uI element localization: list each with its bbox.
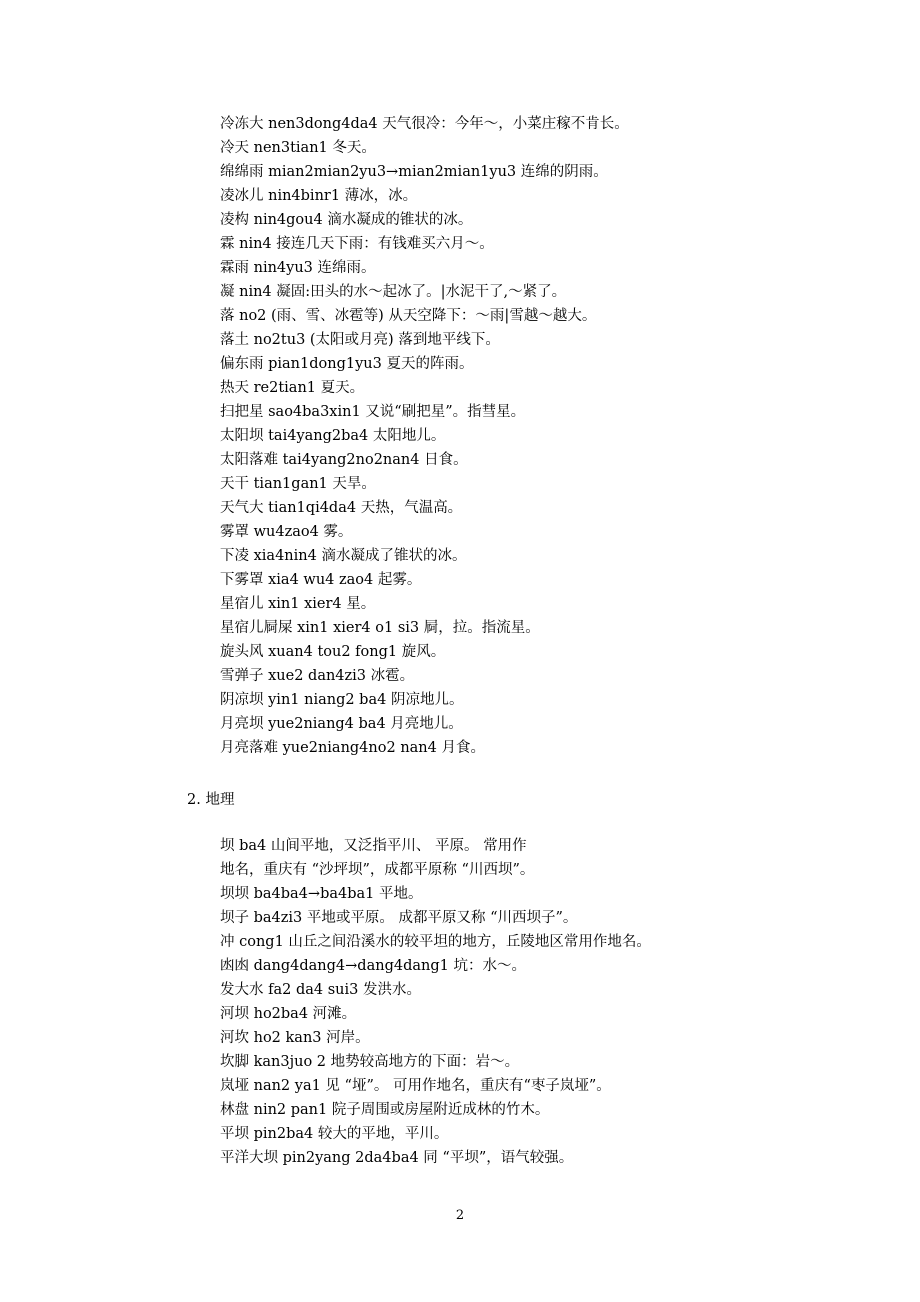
vocabulary-entry: 林盘 nin2 pan1 院子周围或房屋附近成林的竹木。	[220, 1102, 550, 1118]
vocabulary-entry: 旋头风 xuan4 tou2 fong1 旋风。	[220, 644, 446, 660]
vocabulary-entry: 偏东雨 pian1dong1yu3 夏天的阵雨。	[220, 356, 474, 372]
vocabulary-entry: 坝子 ba4zi3 平地或平原。 成都平原又称 “川西坝子”。	[220, 910, 578, 926]
vocabulary-entry: 太阳落难 tai4yang2no2nan4 日食。	[220, 452, 468, 468]
vocabulary-entry: 冷天 nen3tian1 冬天。	[220, 140, 376, 156]
vocabulary-entry: 地名，重庆有 “沙坪坝”，成都平原称 “川西坝”。	[220, 862, 535, 878]
vocabulary-entry: 绵绵雨 mian2mian2yu3→mian2mian1yu3 连绵的阴雨。	[220, 164, 608, 180]
vocabulary-entry: 凌冰儿 nin4binr1 薄冰，冰。	[220, 188, 418, 204]
vocabulary-entry: 下凌 xia4nin4 滴水凝成了锥状的冰。	[220, 548, 467, 564]
vocabulary-entry: 落土 no2tu3 (太阳或月亮) 落到地平线下。	[220, 332, 500, 348]
vocabulary-entry: 霖雨 nin4yu3 连绵雨。	[220, 260, 376, 276]
vocabulary-entry: 河坝 ho2ba4 河滩。	[220, 1006, 357, 1022]
vocabulary-entry: 下雾罩 xia4 wu4 zao4 起雾。	[220, 572, 422, 588]
vocabulary-entry: 冷冻大 nen3dong4da4 天气很冷：今年～，小菜庄稼不肯长。	[220, 116, 629, 132]
vocabulary-entry: 凼凼 dang4dang4→dang4dang1 坑：水～。	[220, 958, 526, 974]
vocabulary-entry: 星宿儿 xin1 xier4 星。	[220, 596, 376, 612]
vocabulary-entry: 太阳坝 tai4yang2ba4 太阳地儿。	[220, 428, 446, 444]
vocabulary-entry: 雪弹子 xue2 dan4zi3 冰雹。	[220, 668, 415, 684]
vocabulary-entry: 霖 nin4 接连几天下雨：有钱难买六月～。	[220, 236, 494, 252]
section-heading: 2. 地理	[187, 792, 235, 808]
vocabulary-entry: 平坝 pin2ba4 较大的平地，平川。	[220, 1126, 449, 1142]
vocabulary-entry: 河坎 ho2 kan3 河岸。	[220, 1030, 370, 1046]
vocabulary-entry: 凌构 nin4gou4 滴水凝成的锥状的冰。	[220, 212, 473, 228]
vocabulary-entry: 月亮坝 yue2niang4 ba4 月亮地儿。	[220, 716, 463, 732]
weather-vocabulary-list	[220, 112, 880, 760]
vocabulary-entry: 天干 tian1gan1 天旱。	[220, 476, 376, 492]
vocabulary-entry: 扫把星 sao4ba3xin1 又说“刷把星”。指彗星。	[220, 404, 526, 420]
vocabulary-entry: 星宿儿屙屎 xin1 xier4 o1 si3 屙，拉。指流星。	[220, 620, 540, 636]
vocabulary-entry: 坝 ba4 山间平地，又泛指平川、 平原。 常用作	[220, 838, 527, 854]
vocabulary-entry: 凝 nin4 凝固:田头的水～起冰了。|水泥干了,～紧了。	[220, 284, 567, 300]
vocabulary-entry: 雾罩 wu4zao4 雾。	[220, 524, 353, 540]
vocabulary-entry: 冲 cong1 山丘之间沿溪水的较平坦的地方，丘陵地区常用作地名。	[220, 934, 651, 950]
vocabulary-entry: 阴凉坝 yin1 niang2 ba4 阴凉地儿。	[220, 692, 464, 708]
vocabulary-entry: 热天 re2tian1 夏天。	[220, 380, 365, 396]
vocabulary-entry: 坎脚 kan3juo 2 地势较高地方的下面：岩～。	[220, 1054, 520, 1070]
vocabulary-entry: 坝坝 ba4ba4→ba4ba1 平地。	[220, 886, 423, 902]
page-number: 2	[455, 1208, 465, 1223]
vocabulary-entry: 天气大 tian1qi4da4 天热，气温高。	[220, 500, 463, 516]
vocabulary-entry: 平洋大坝 pin2yang 2da4ba4 同 “平坝”，语气较强。	[220, 1150, 574, 1166]
vocabulary-entry: 岚垭 nan2 ya1 见 “垭”。 可用作地名，重庆有“枣子岚垭”。	[220, 1078, 611, 1094]
vocabulary-entry: 发大水 fa2 da4 sui3 发洪水。	[220, 982, 421, 998]
vocabulary-entry: 落 no2 (雨、雪、冰雹等) 从天空降下：～雨|雪越～越大。	[220, 308, 597, 324]
geography-vocabulary-list	[220, 834, 880, 1170]
vocabulary-entry: 月亮落难 yue2niang4no2 nan4 月食。	[220, 740, 485, 756]
